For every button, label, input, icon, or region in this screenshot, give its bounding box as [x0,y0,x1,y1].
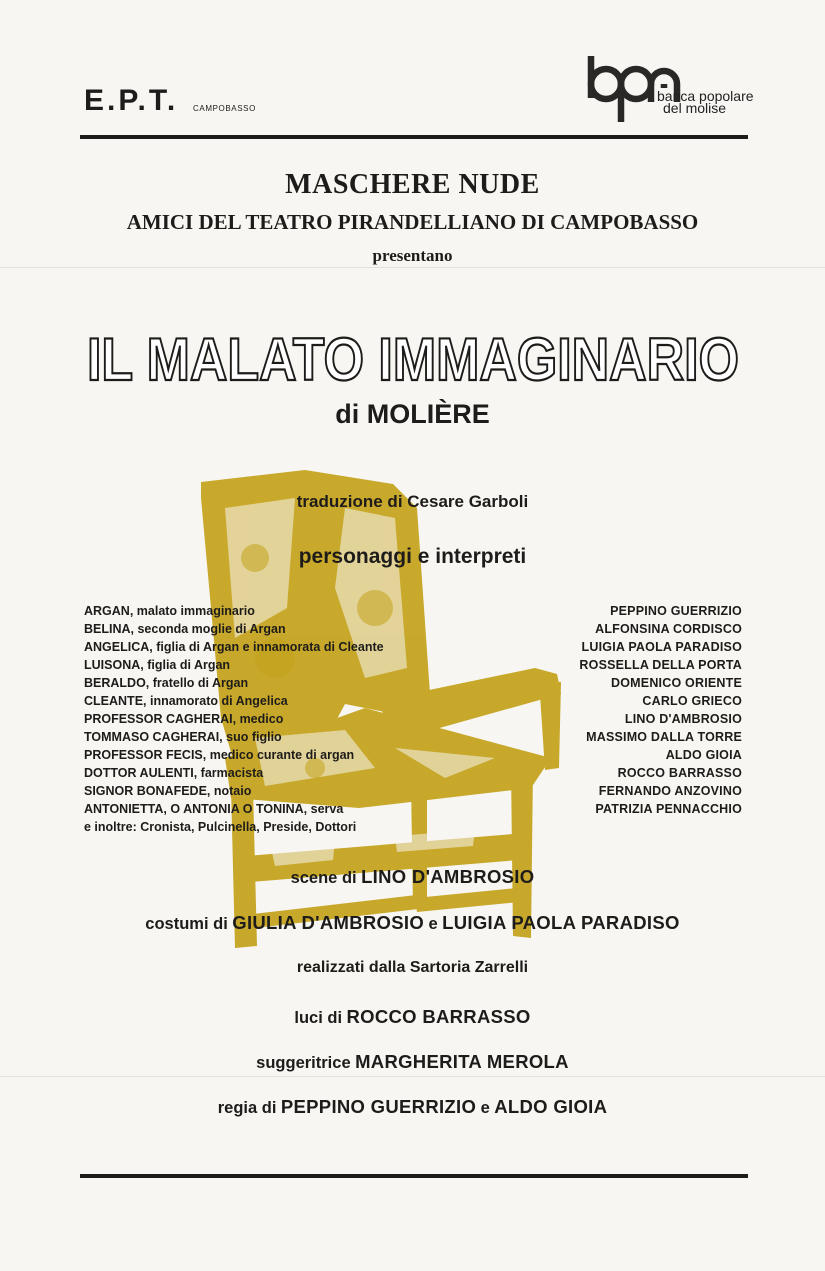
fold-line [0,1076,825,1077]
bottom-rule [80,1174,748,1178]
cast-actor: LINO D'AMBROSIO [624,712,742,726]
cast-actor: DOMENICO ORIENTE [611,676,742,690]
cast-role: PROFESSOR FECIS, medico curante di argan [84,748,355,762]
credit-label: costumi di [145,915,228,933]
presents-label: presentano [372,246,453,265]
sponsor-line1: banca popolare [657,88,754,104]
credit-name: ROCCO BARRASSO [346,1006,531,1027]
company-subtitle: AMICI DEL TEATRO PIRANDELLIANO DI CAMPOBASSO [126,210,699,234]
cast-actor: MASSIMO DALLA TORRE [586,730,742,744]
cast-actor: CARLO GRIECO [642,694,742,708]
credit-name: ALDO GIOIA [494,1096,608,1117]
cast-extra: e inoltre: Cronista, Pulcinella, Preside, Dottori [84,820,357,834]
credit-join: e [480,1099,490,1117]
cast-row [84,602,742,620]
cast-row [84,728,742,746]
cast-role: SIGNOR BONAFEDE, notaio [84,784,252,798]
cast-role: TOMMASO CAGHERAI, suo figlio [84,730,282,744]
cast-row [84,746,742,764]
cast-row [84,674,742,692]
costumi-credit [0,912,825,934]
sponsor-name [657,90,754,114]
cast-role: ARGAN, malato immaginario [84,604,255,618]
cast-role: CLEANTE, innamorato di Angelica [84,694,288,708]
cast-heading: personaggi e interpreti [298,545,527,568]
suggeritrice-credit [0,1051,825,1073]
cast-actor: ALFONSINA CORDISCO [595,622,742,636]
cast-role: ANTONIETTA, O ANTONIA O TONINA, serva [84,802,344,816]
organizer-city: CAMPOBASSO [193,104,256,113]
cast-actor: ALDO GIOIA [665,748,742,762]
cast-row [84,620,742,638]
credit-label: regia di [217,1099,277,1117]
cast-role: PROFESSOR CAGHERAI, medico [84,712,284,726]
cast-actor: FERNANDO ANZOVINO [598,784,742,798]
credit-name: PEPPINO GUERRIZIO [280,1096,477,1117]
cast-list [84,602,742,836]
cast-role: LUISONA, figlia di Argan [84,658,231,672]
cast-actor: PATRIZIA PENNACCHIO [595,802,742,816]
top-rule [80,135,748,139]
cast-row [84,692,742,710]
cast-role: BERALDO, fratello di Argan [84,676,249,690]
cast-actor: LUIGIA PAOLA PARADISO [581,640,742,654]
company-name: MASCHERE NUDE [285,169,540,200]
cast-role: BELINA, seconda moglie di Argan [84,622,286,636]
scene-credit [0,866,825,888]
credit-name: GIULIA D'AMBROSIO [232,912,425,933]
cast-row [84,710,742,728]
cast-role: DOTTOR AULENTI, farmacista [84,766,264,780]
sartoria-credit: realizzati dalla Sartoria Zarrelli [296,959,529,976]
organizer-name: E.P.T. [84,84,179,117]
cast-row [84,638,742,656]
play-title [85,326,741,393]
cast-row [84,782,742,800]
credit-name: LINO D'AMBROSIO [361,866,535,887]
sponsor-line2: del molise [663,100,727,116]
cast-actor: PEPPINO GUERRIZIO [610,604,742,618]
cast-row [84,764,742,782]
cast-actor: ROSSELLA DELLA PORTA [579,658,742,672]
translation-credit: traduzione di Cesare Garboli [296,492,529,511]
credit-join: e [428,915,438,933]
credit-label: luci di [294,1009,343,1027]
fold-line [0,267,825,268]
credit-name: LUIGIA PAOLA PARADISO [442,912,680,933]
cast-row [84,656,742,674]
credit-label: suggeritrice [256,1054,351,1072]
regia-credit [0,1096,825,1118]
credit-label: scene di [290,869,357,887]
cast-row [84,800,742,818]
credit-name: MARGHERITA MEROLA [355,1051,569,1072]
play-title-text: IL MALATO IMMAGINARIO [87,326,739,393]
luci-credit [0,1006,825,1028]
cast-actor: ROCCO BARRASSO [617,766,742,780]
cast-role: ANGELICA, figlia di Argan e innamorata di Cleante [84,640,384,654]
play-author: di MOLIÈRE [335,399,490,429]
